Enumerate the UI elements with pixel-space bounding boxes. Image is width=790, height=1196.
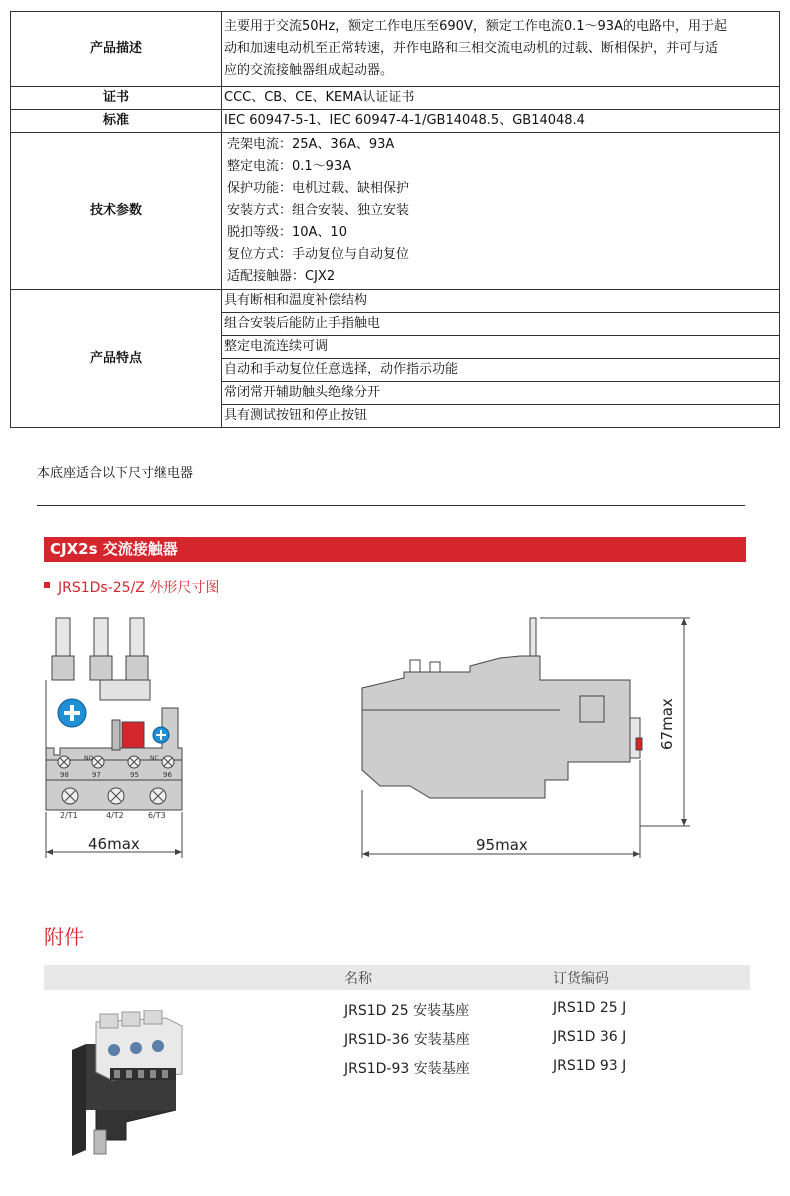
tech-line: 脱扣等级：10A、10	[227, 225, 347, 240]
accessory-code: JRS1D 25 J	[553, 1000, 627, 1016]
accessory-name: JRS1D-36 安装基座	[344, 1032, 470, 1048]
label-t3: 6/T3	[148, 811, 166, 820]
spec-value-tech	[222, 133, 780, 290]
accessories-header	[44, 965, 750, 990]
label-no2: NC	[150, 755, 159, 762]
divider	[37, 505, 745, 506]
tech-line: 保护功能：电机过载、缺相保护	[227, 181, 410, 196]
bullet-square-icon	[44, 582, 50, 588]
test-button-icon	[122, 722, 144, 748]
spec-value-desc	[222, 12, 780, 87]
accessory-code: JRS1D 93 J	[553, 1058, 627, 1074]
spec-label-cert: 证书	[11, 87, 222, 110]
depth-dimension: 95max	[476, 836, 528, 854]
spec-row-cert	[11, 87, 780, 110]
width-dimension: 46max	[88, 835, 140, 853]
tech-line: 壳架电流：25A、36A、93A	[227, 137, 395, 152]
accessories-title: 附件	[44, 925, 84, 949]
mounting-base-photo	[66, 1010, 206, 1160]
dimension-drawing	[0, 600, 790, 870]
feature-item: 具有测试按钮和停止按钮	[224, 408, 368, 423]
desc-line: 主要用于交流50Hz，额定工作电压至690V，额定工作电流0.1～93A的电路中，用于起	[224, 19, 727, 34]
feature-item: 具有断相和温度补偿结构	[222, 290, 779, 313]
label-98: 98	[60, 771, 69, 779]
side-button-icon	[636, 738, 642, 750]
accessory-name: JRS1D 25 安装基座	[344, 1003, 470, 1019]
spec-row-desc	[11, 12, 780, 87]
spec-row-features	[11, 290, 780, 428]
spec-label-standard: 标准	[11, 110, 222, 133]
feature-item: 组合安装后能防止手指触电	[222, 313, 779, 336]
spec-label-tech: 技术参数	[11, 133, 222, 290]
base-note: 本底座适合以下尺寸继电器	[37, 466, 194, 481]
tech-line: 适配接触器：CJX2	[227, 269, 336, 284]
label-no1: NO	[84, 755, 94, 762]
tech-line: 整定电流：0.1～93A	[227, 159, 352, 174]
spec-label-features: 产品特点	[11, 290, 222, 428]
spec-value-features	[222, 290, 780, 428]
label-t1: 2/T1	[60, 811, 78, 820]
header-code: 订货编码	[553, 971, 609, 987]
front-view	[46, 618, 182, 858]
spec-value-standard: IEC 60947-5-1、IEC 60947-4-1/GB14048.5、GB14048.4	[222, 110, 780, 133]
spec-value-cert: CCC、CB、CE、KEMA认证证书	[222, 87, 780, 110]
diagram-title	[44, 577, 219, 597]
diagram-title-text: JRS1Ds-25/Z 外形尺寸图	[58, 580, 220, 596]
desc-line: 应的交流接触器组成起动器。	[224, 63, 394, 78]
spec-row-tech	[11, 133, 780, 290]
section-title-bar: CJX2s 交流接触器	[44, 537, 746, 562]
height-dimension: 67max	[658, 698, 676, 750]
desc-line: 动和加速电动机至正常转速，并作电路和三相交流电动机的过载、断相保护，并可与适	[224, 41, 719, 56]
tech-line: 复位方式：手动复位与自动复位	[227, 247, 410, 262]
tech-line: 安装方式：组合安装、独立安装	[227, 203, 410, 218]
label-97: 97	[92, 771, 101, 779]
feature-item: 整定电流连续可调	[222, 336, 779, 359]
side-view	[362, 618, 690, 858]
label-t2: 4/T2	[106, 811, 124, 820]
spec-row-standard	[11, 110, 780, 133]
spec-label-desc: 产品描述	[11, 12, 222, 87]
spec-table	[10, 11, 780, 428]
feature-item: 常闭常开辅助触头绝缘分开	[222, 382, 779, 405]
label-95: 95	[130, 771, 139, 779]
feature-item: 自动和手动复位任意选择，动作指示功能	[222, 359, 779, 382]
header-name: 名称	[344, 971, 372, 987]
accessory-code: JRS1D 36 J	[553, 1029, 627, 1045]
label-96: 96	[163, 771, 172, 779]
accessory-name: JRS1D-93 安装基座	[344, 1061, 470, 1077]
